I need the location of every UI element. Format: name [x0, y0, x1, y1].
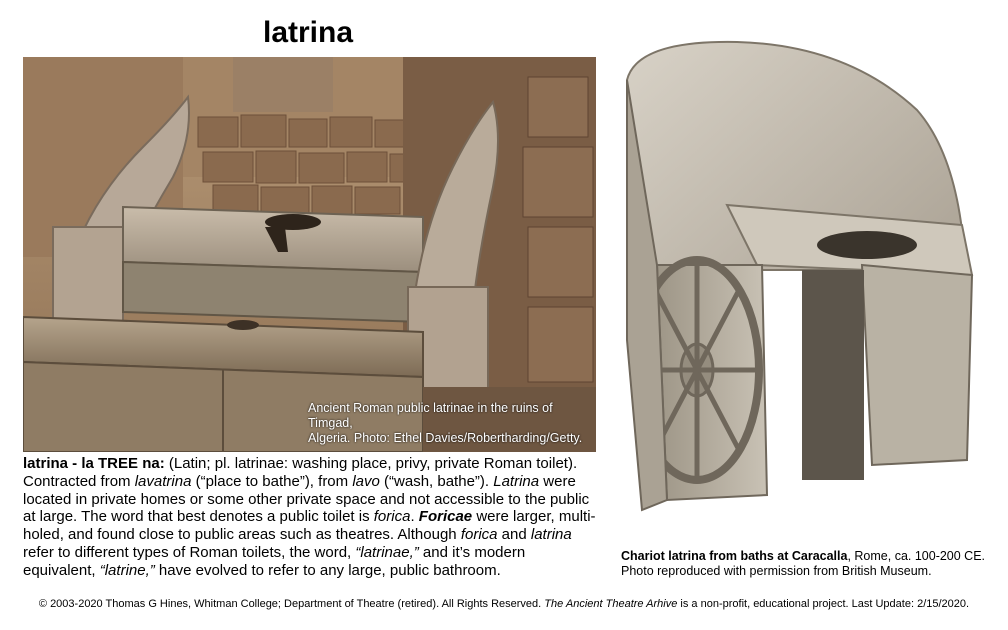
- page-title: latrina: [262, 16, 354, 49]
- word-latrina: Latrina: [493, 472, 540, 490]
- left-caption-line2: Algeria. Photo: Ethel Davies/Robertharding/Getty.: [308, 431, 583, 445]
- def-text-7: and: [497, 526, 531, 544]
- def-text-10: have evolved to refer to any large, public bathroom.: [154, 561, 501, 579]
- right-caption-rest: , Rome, ca. 100-200 CE.: [847, 549, 986, 563]
- right-caption-line2: Photo reproduced with permission from British Museum.: [621, 564, 932, 578]
- def-text-3: (“wash, bathe”).: [379, 472, 494, 490]
- copyright-footer: [0, 598, 1008, 610]
- word-lavatrina: lavatrina: [134, 472, 192, 490]
- def-text-6: were larger, multi-holed, and found close to public areas such as theatres. Although: [23, 508, 596, 544]
- word-forica-2: forica: [460, 526, 498, 544]
- def-text-4: were located in private homes or some other private space and not accessible to the public at large. The word that best denotes a public toilet is: [23, 472, 590, 526]
- footer-project-name: The Ancient Theatre Arhive: [544, 598, 678, 610]
- def-text-8: refer to different types of Roman toilets, the word,: [23, 543, 356, 561]
- left-photo-caption: [308, 401, 590, 446]
- timgad-latrine-photo: [23, 57, 596, 452]
- word-foricae: Foricae: [418, 508, 473, 526]
- chariot-latrina-photo: [617, 40, 987, 520]
- def-text-1: (Latin; pl. latrinae: washing place, privy, private Roman toilet). Contracted from: [23, 455, 578, 490]
- def-text-9: and it’s modern equivalent,: [23, 543, 526, 579]
- word-latrine-quoted: “latrine,”: [99, 561, 155, 579]
- word-latrina-2: latrina: [530, 526, 572, 544]
- definition-headword: latrina - la TREE na:: [23, 455, 165, 472]
- word-forica: forica: [373, 508, 411, 526]
- right-caption-bold: Chariot latrina from baths at Caracalla: [621, 549, 848, 563]
- def-text-5: .: [410, 508, 419, 526]
- definition-paragraph: [23, 455, 596, 580]
- word-latrinae-quoted: “latrinae,”: [355, 543, 419, 561]
- footer-text-2: is a non-profit, educational project. Last Update: 2/15/2020.: [677, 598, 970, 610]
- left-caption-line1: Ancient Roman public latrinae in the ruins of Timgad,: [308, 401, 553, 430]
- def-text-2: (“place to bathe”), from: [191, 472, 353, 490]
- footer-text-1: © 2003-2020 Thomas G Hines, Whitman College; Department of Theatre (retired). All Rights Reserved.: [38, 598, 545, 610]
- word-lavo: lavo: [352, 472, 380, 490]
- right-photo-caption: [621, 549, 991, 579]
